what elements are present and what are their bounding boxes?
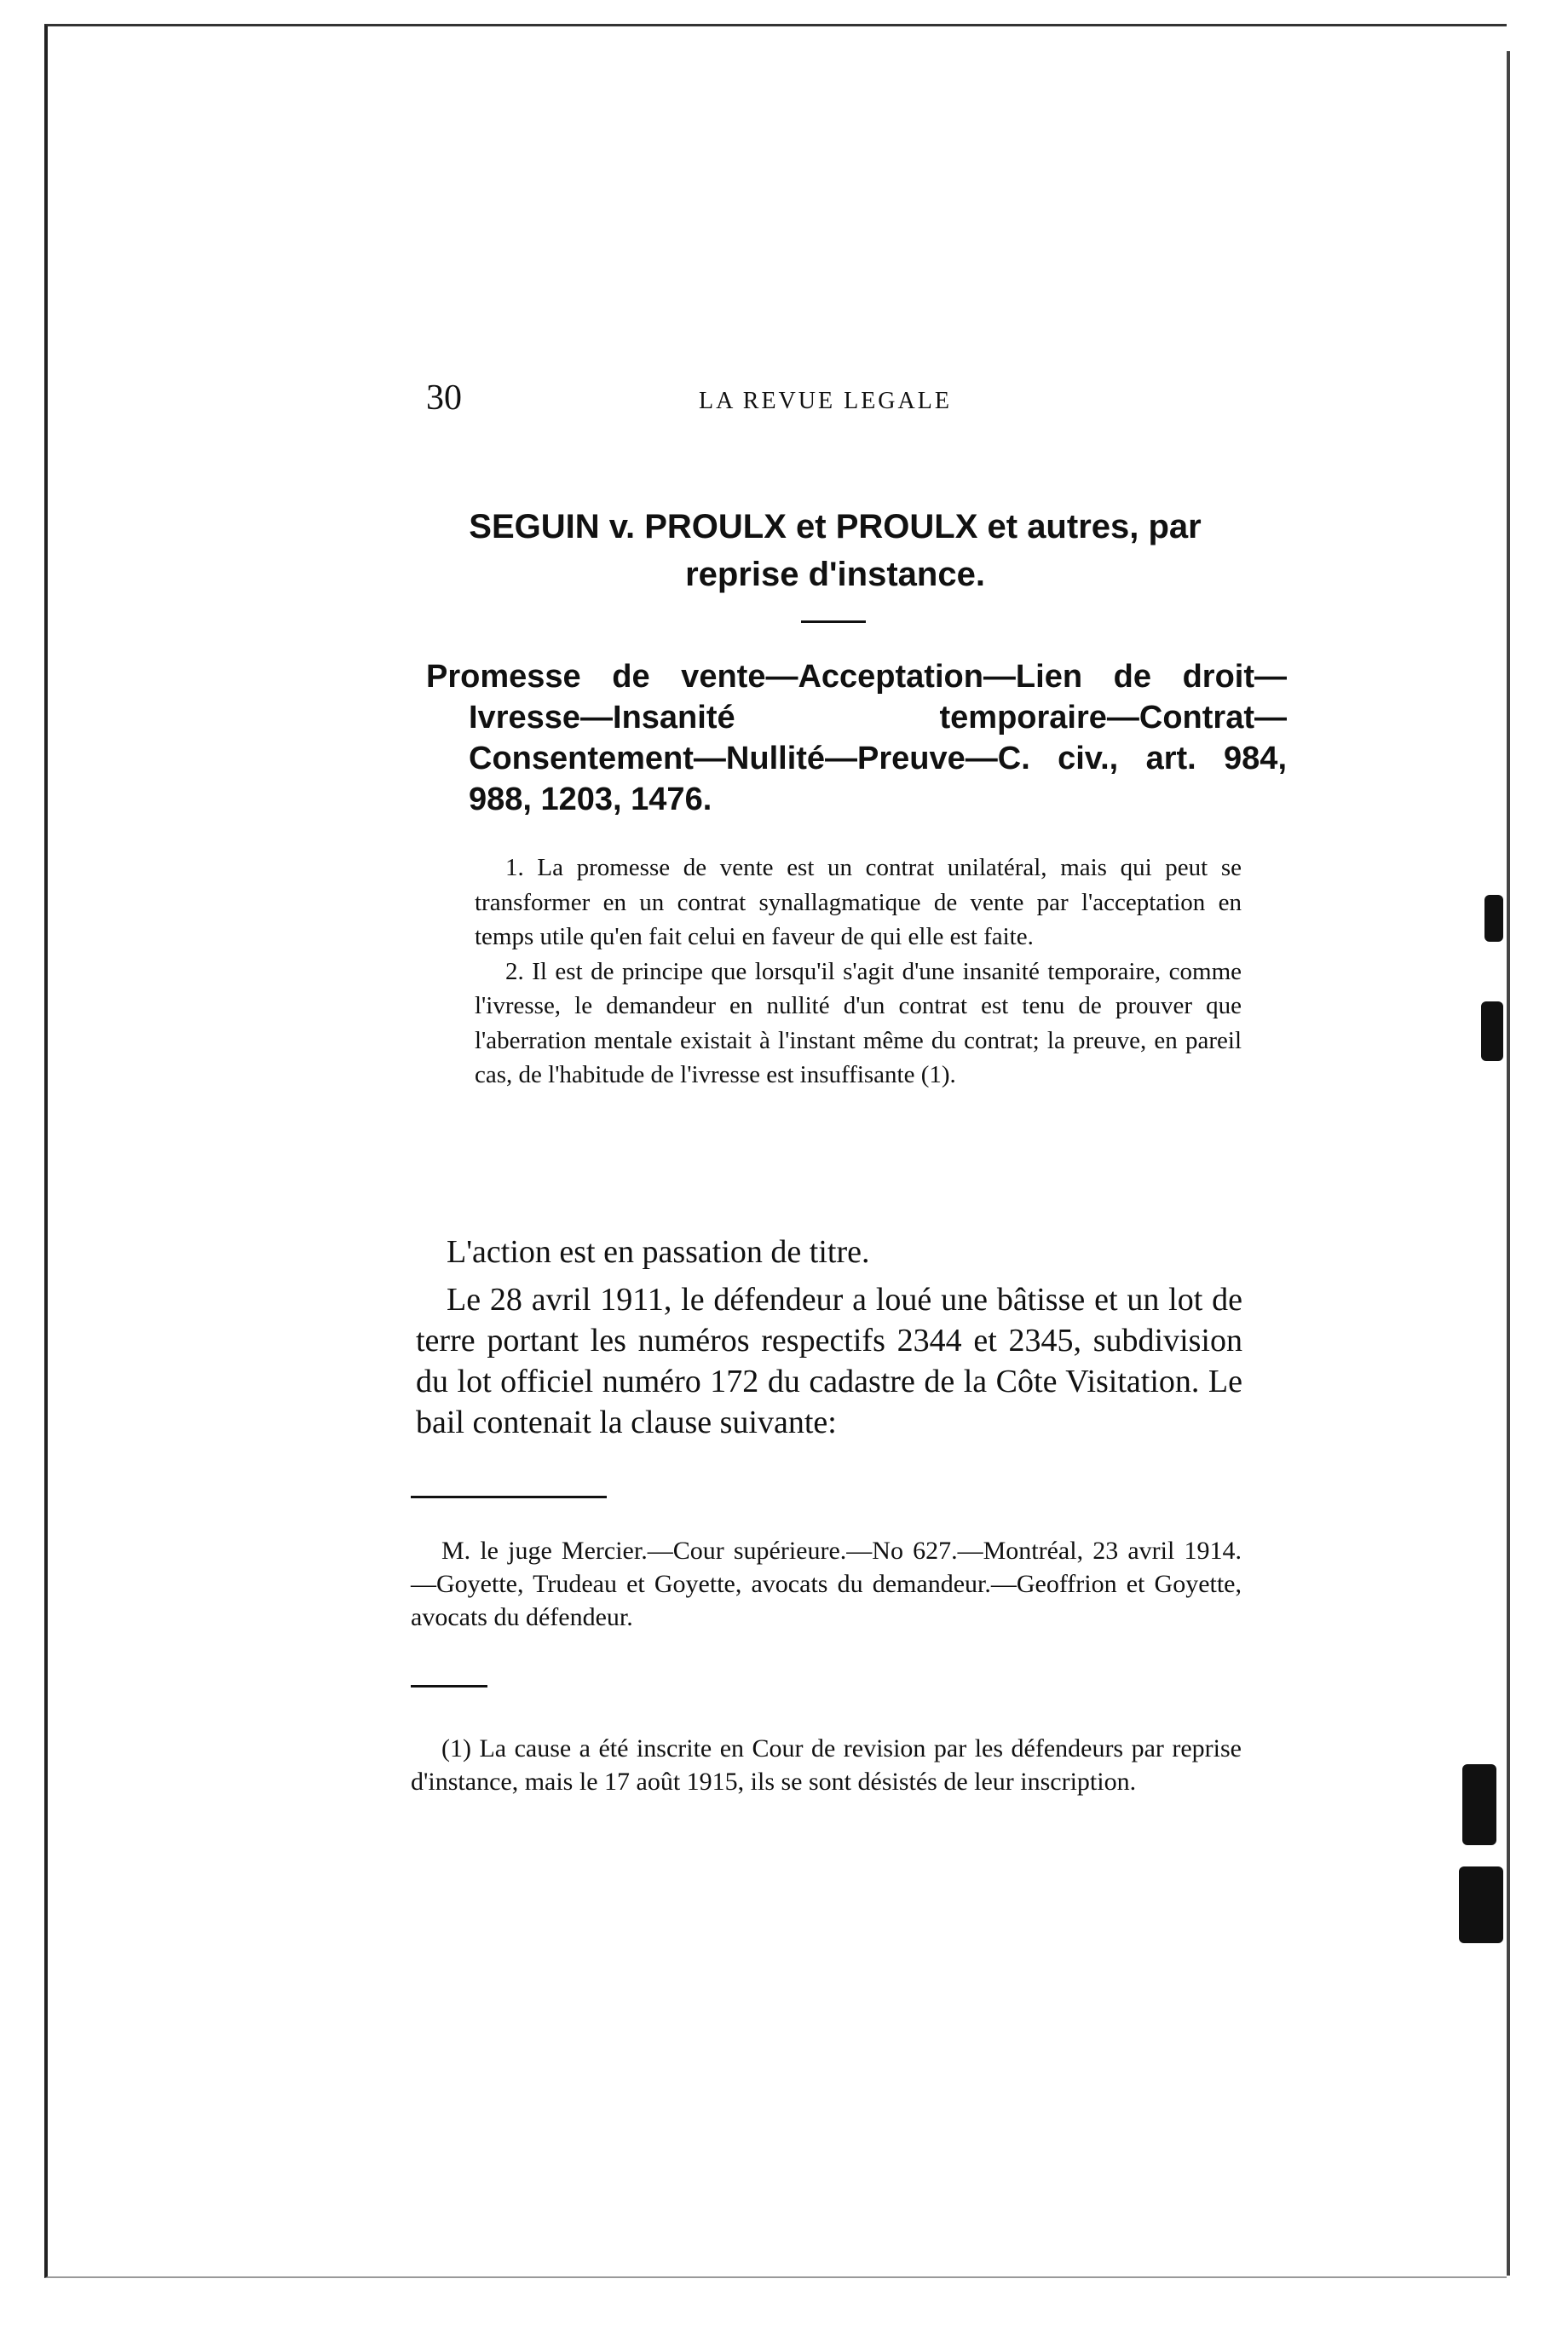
footnote-divider xyxy=(411,1685,487,1688)
title-divider xyxy=(801,620,866,623)
page-border xyxy=(44,24,1507,2278)
running-title: LA REVUE LEGALE xyxy=(699,388,952,414)
headnote-summary xyxy=(475,851,1242,1093)
running-head xyxy=(426,378,1244,429)
edge-mark xyxy=(1462,1764,1496,1845)
judge-line: M. le juge Mercier.—Cour supérieure.—No 627.—Montréal, 23 avril 1914.—Goyette, Trudeau et Goyette, avocats du demandeur.—Geoffrion et Goyette, avocats du défendeur. xyxy=(411,1537,1242,1631)
edge-mark xyxy=(1481,1001,1503,1061)
headnote-point: 1. La promesse de vente est un contrat unilatéral, mais qui peut se transformer en un contrat synallagmatique de vente par l'acceptation en temps utile qu'en fait celui en faveur de qui elle est faite. xyxy=(475,854,1242,950)
headnote-point: 2. Il est de principe que lorsqu'il s'agit d'une insanité temporaire, comme l'ivresse, le demandeur en nullité d'un contrat est tenu de prouver que l'aberration mentale existait à l'instant même du contrat; la preuve, en pareil cas, de l'habitude de l'ivresse est insuffisante (1). xyxy=(475,957,1242,1088)
footnote-1 xyxy=(411,1732,1242,1798)
case-title: SEGUIN v. PROULX et PROULX et autres, par reprise d'instance. xyxy=(469,508,1202,593)
body-paragraph: Le 28 avril 1911, le défendeur a loué une bâtisse et un lot de terre portant les numéros respectifs 2344 et 2345, subdivision du lot officiel numéro 172 du cadastre de la Côte Visitation. Le bail contenait la clause suivante: xyxy=(416,1282,1242,1440)
edge-mark xyxy=(1484,895,1503,942)
edge-mark xyxy=(1459,1866,1503,1943)
headnote-subject: Promesse de vente—Acceptation—Lien de droit—Ivresse—Insanité temporaire—Contrat—Consentement—Nullité—Preuve—C. civ., art. 984, 988, 1203, 1476. xyxy=(426,659,1287,817)
judge-footnote xyxy=(411,1534,1242,1634)
page-edge-right xyxy=(1507,51,1510,2276)
body-text xyxy=(416,1232,1242,1450)
body-paragraph: L'action est en passation de titre. xyxy=(447,1234,870,1270)
page-number: 30 xyxy=(426,378,462,418)
footnote-divider xyxy=(411,1496,607,1498)
footnote-text: (1) La cause a été inscrite en Cour de revision par les défendeurs par reprise d'instance, mais le 17 août 1915, ils se sont désistés de leur inscription. xyxy=(411,1734,1242,1796)
